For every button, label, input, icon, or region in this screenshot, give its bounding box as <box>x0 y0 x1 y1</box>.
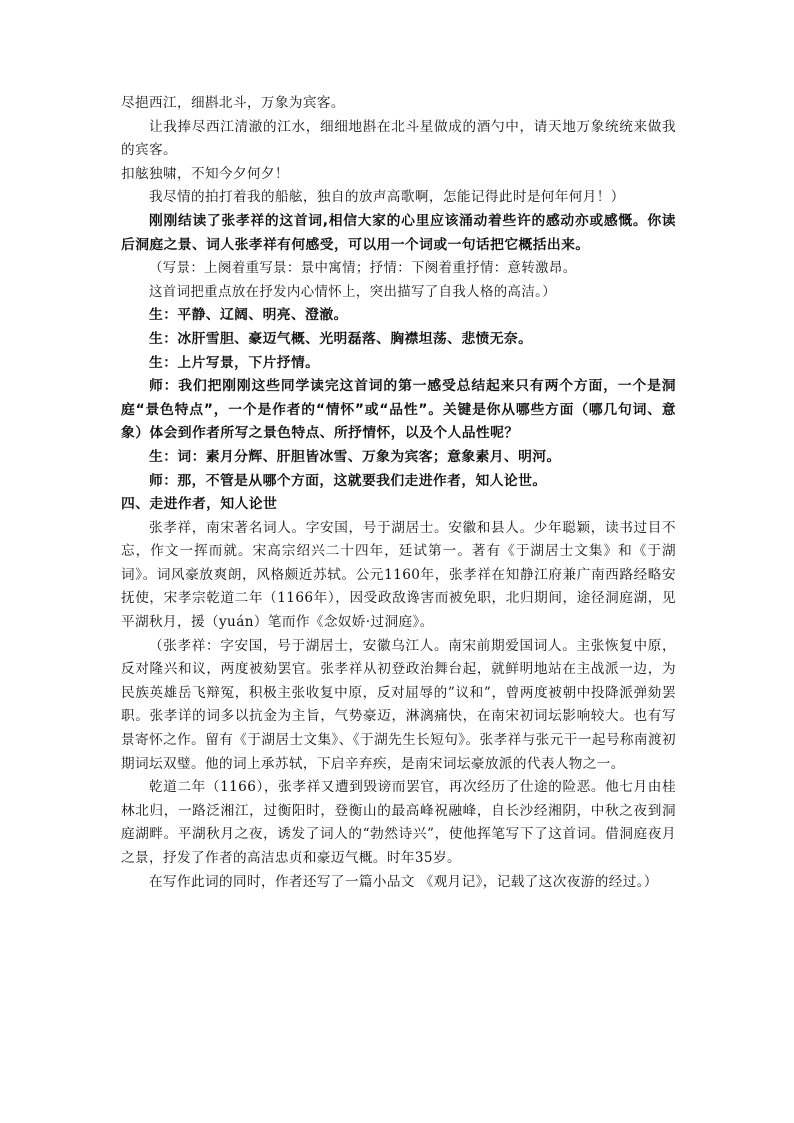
student-answer-4: 生：词：素月分辉、肝胆皆冰雪、万象为宾客；意象素月、明河。 <box>149 448 561 465</box>
poem-line-1: 尽挹西江，细斟北斗，万象为宾客。 <box>121 95 345 111</box>
teacher-prompt: 刚刚结读了张孝祥的这首词,相信大家的心里应该涌动着些许的感动亦或感慨。你读后洞庭之景、词人张孝祥有何感受，可以用一个词或一句话把它概括出来。 <box>121 212 676 253</box>
author-bio-note: （张孝祥：字安国，号于湖居士，安徽乌江人。南宋前期爱国词人。主张恢复中原，反对隆兴和议，两度被劾罢官。张孝祥从初登政治舞台起，就鲜明地站在主战派一边，为民族英雄岳飞辩冤，积极主张收复中原，反对屈辱的”议和”，曾两度被朝中投降派弹劾罢职。张孝详的词多以抗金为主旨，气势豪迈，淋漓痛快，在南宋初词坛影响较大。也有写景寄怀之作。留有《于湖居士文集》、《于湖先生长短句》。张孝祥与张元干一起号称南渡初期词坛双璧。他的词上承苏轼，下启辛弃疾，是南宋词坛豪放派的代表人物之一。 <box>121 637 676 772</box>
section-heading: 四、走进作者，知人论世 <box>121 496 278 513</box>
student-answer-1: 生：平静、辽阔、明亮、澄澈。 <box>149 307 348 324</box>
teacher-transition: 师：那，不管是从哪个方面，这就要我们走进作者，知人论世。 <box>149 472 547 489</box>
poem-line-2: 扣舷独啸，不知今夕何夕！ <box>121 165 289 182</box>
poem-line-2-translation: 我尽情的拍打着我的船舷，独自的放声高歌啊，怎能记得此时是何年何月！） <box>149 189 625 206</box>
student-answer-2: 生：冰肝雪胆、豪迈气概、光明磊落、胸襟坦荡、悲愤无奈。 <box>149 330 533 347</box>
author-intro: 张孝祥，南宋著名词人。字安国，号于湖居士。安徽和县人。少年聪颖，读书过目不忘，作文一挥而就。宋高宗绍兴二十四年，廷试第一。著有《于湖居士文集》和《于湖词》。词风豪放爽朗，风格颇近苏轼。公元1160年，张孝祥在知静江府兼广南西路经略安抚使，宋孝宗乾道二年（1166年），因受政敌谗害而被免职，北归期间，途径洞庭湖，见平湖秋月，援（yuán）笔而作《念奴娇·过洞庭》。 <box>121 519 676 631</box>
annotation-scenery: （写景：上阕着重写景：景中寓情；抒情：下阕着重抒情：意转激昂。 <box>149 261 577 277</box>
student-answer-3: 生：上片写景，下片抒情。 <box>149 354 320 371</box>
document-body <box>121 92 676 894</box>
companion-essay-note: 在写作此词的同时，作者还写了一篇小品文 《观月记》，记载了这次夜游的经过。） <box>149 873 658 890</box>
poem-line-1-translation: 让我捧尽西江清澈的江水，细细地斟在北斗星做成的酒勺中，请天地万象统统来做我的宾客。 <box>121 118 676 159</box>
teacher-summary: 师：我们把刚刚这些同学读完这首词的第一感受总结起来只有两个方面，一个是洞庭“景色特点”，一个是作者的“情怀”或“品性”。关键是你从哪些方面（哪几句词、意象）体会到作者所写之景色特点、所抒情怀，以及个人品性呢？ <box>121 378 676 442</box>
writing-background: 乾道二年（1166），张孝祥又遭到毁谤而罢官，再次经历了仕途的险恶。他七月由桂林北归，一路泛湘江，过衡阳时，登衡山的最高峰祝融峰，自长沙经湘阴，中秋之夜到洞庭湖畔。平湖秋月之夜，诱发了词人的“勃然诗兴”，使他挥笔写下了这首词。借洞庭夜月之景，抒发了作者的高洁忠贞和豪迈气概。时年35岁。 <box>121 779 676 866</box>
annotation-focus: 这首词把重点放在抒发内心情怀上，突出描写了自我人格的高洁。） <box>149 284 557 300</box>
